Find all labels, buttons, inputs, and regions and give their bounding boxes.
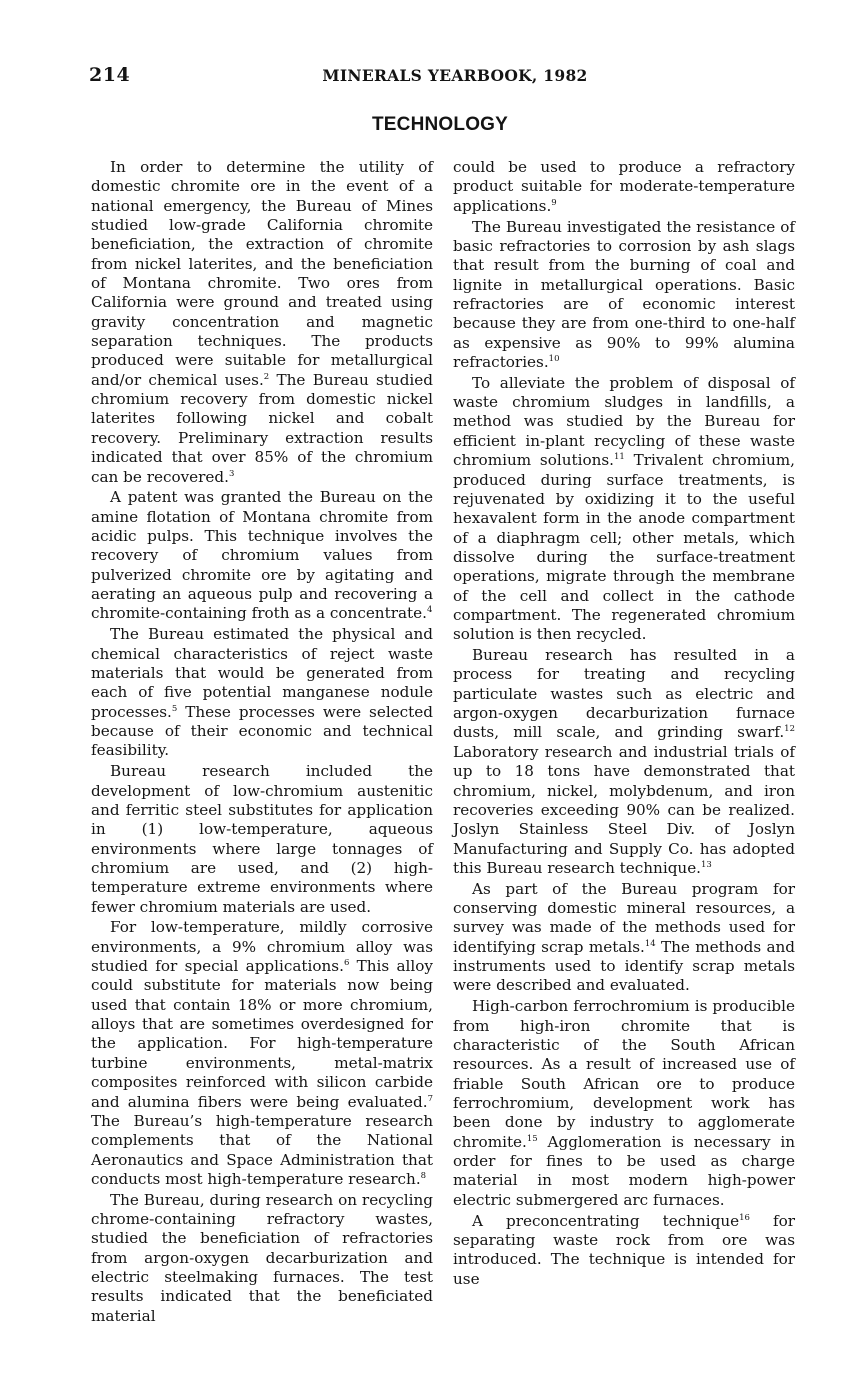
footnote-ref: 8 — [420, 1170, 427, 1181]
paragraph: A patent was granted the Bureau on the amine flotation of Montana chromite from acidic pulps. This technique involves the recovery of chromium values from pulverized chromite ore by agitating and aerating an aqueous pulp and recovering a chromite-containing froth as a concentrate.$^4$ — [91, 488, 433, 623]
paragraph: In order to determine the utility of domestic chromite ore in the event of a national emergency, the Bureau of Mines studied low-grade California chromite beneficiation, the extraction of chromite from nickel laterites, and the beneficiation of Montana chromite. Two ores from California were ground and treated using gravity concentration and magnetic separation techniques. The products produced were suitable for metallurgical and/or chemical uses.$^2$ The Bureau studied chromium recovery from domestic nickel laterites following nickel and cobalt recovery. Preliminary extraction results indicated that over 85% of the chromium can be recovered.$^3$ — [91, 158, 433, 486]
footnote-ref: 7 — [427, 1093, 433, 1104]
running-head: MINERALS YEARBOOK, 1982 — [322, 66, 588, 85]
footnote-ref: 16 — [739, 1212, 750, 1223]
paragraph: A preconcentrating technique$^{16}$ for separating waste rock from ore was introduced. The technique is intended for use — [453, 1211, 795, 1288]
footnote-ref: 10 — [548, 353, 560, 364]
left-column — [91, 158, 433, 1328]
footnote-ref: 4 — [426, 605, 433, 616]
paragraph: Bureau research has resulted in a process for treating and recycling particulate wastes such as electric and argon-oxygen decarburization furnace dusts, mill scale, and grinding swarf.$^{12}$ Laboratory research and industrial trials of up to 18 tons have demonstrated that chromium, nickel, molybdenum, and iron recoveries exceeding 90% can be realized. Joslyn Stainless Steel Div. of Joslyn Manufacturing and Supply Co. has adopted this Bureau research technique.$^{13}$ — [453, 646, 795, 877]
footnote-ref: 13 — [701, 859, 712, 870]
footnote-ref: 3 — [228, 468, 235, 479]
footnote-ref: 11 — [614, 452, 625, 463]
paragraph: The Bureau investigated the resistance of basic refractories to corrosion by ash slags that result from the burning of coal and lignite in metallurgical operations. Basic refractories are of economic interest because they are from one-third to one-half as expensive as 90% to 99% alumina refractories.$^{10}$ — [453, 217, 795, 371]
footnote-ref: 9 — [551, 197, 557, 208]
footnote-ref: 12 — [784, 724, 795, 735]
page-number: 214 — [89, 64, 131, 86]
paragraph: For low-temperature, mildly corrosive environments, a 9% chromium alloy was studied for special applications.$^6$ This alloy could substitute for materials now being used that contain 18% or more chromium, alloys that are sometimes overdesigned for the application. For high-temperature turbine environments, metal-matrix composites reinforced with silicon carbide and alumina fibers were being evaluated.$^7$ The Bureau’s high-temperature research complements that of the National Aeronautics and Space Administration that conducts most high-temperature research.$^8$ — [91, 918, 433, 1188]
paragraph: The Bureau, during research on recycling chrome-containing refractory wastes, studied the beneficiation of refractories from argon-oxygen decarburization and electric steelmaking furnaces. The test results indicated that the beneficiated material — [91, 1190, 433, 1325]
paragraph: High-carbon ferrochromium is producible from high-iron chromite that is characteristic of the South African resources. As a result of increased use of friable South African ore to produce ferrochromium, development work has been done by industry to agglomerate chromite.$^{15}$ Agglomeration is necessary in order for fines to be used as charge material in most modern high-power electric submergered arc furnaces. — [453, 997, 795, 1209]
footnote-ref: 5 — [171, 703, 178, 714]
paragraph: could be used to produce a refractory product suitable for moderate-temperature applications.$^9$ — [453, 158, 795, 215]
footnote-ref: 14 — [644, 938, 656, 949]
section-title: TECHNOLOGY — [371, 114, 509, 135]
paragraph: As part of the Bureau program for conserving domestic mineral resources, a survey was made of the methods used for identifying scrap metals.$^{14}$ The methods and instruments used to identify scrap metals were described and evaluated. — [453, 879, 796, 995]
right-column — [453, 158, 795, 1290]
paragraph: Bureau research included the development of low-chromium austenitic and ferritic steel substitutes for application in (1) low-temperature, aqueous environments where large tonnages of chromium are used, and (2) high-temperature extreme environments where fewer chromium materials are used. — [91, 762, 433, 916]
footnote-ref: 15 — [526, 1133, 538, 1144]
footnote-ref: 2 — [263, 371, 270, 382]
paragraph: The Bureau estimated the physical and chemical characteristics of reject waste materials that would be generated from each of five potential manganese nodule processes.$^5$ These processes were selected because of their economic and technical feasibility. — [91, 625, 433, 760]
paragraph: To alleviate the problem of disposal of waste chromium sludges in landfills, a method was studied by the Bureau for efficient in-plant recycling of these waste chromium solutions.$^{11}$ Trivalent chromium, produced during surface treatments, is rejuvenated by oxidizing it to the useful hexavalent form in the anode compartment of a diaphragm cell; other metals, which dissolve during the surface-treatment operations, migrate through the membrane of the cell and collect in the cathode compartment. The regenerated chromium solution is then recycled. — [453, 373, 795, 644]
footnote-ref: 6 — [343, 958, 350, 969]
